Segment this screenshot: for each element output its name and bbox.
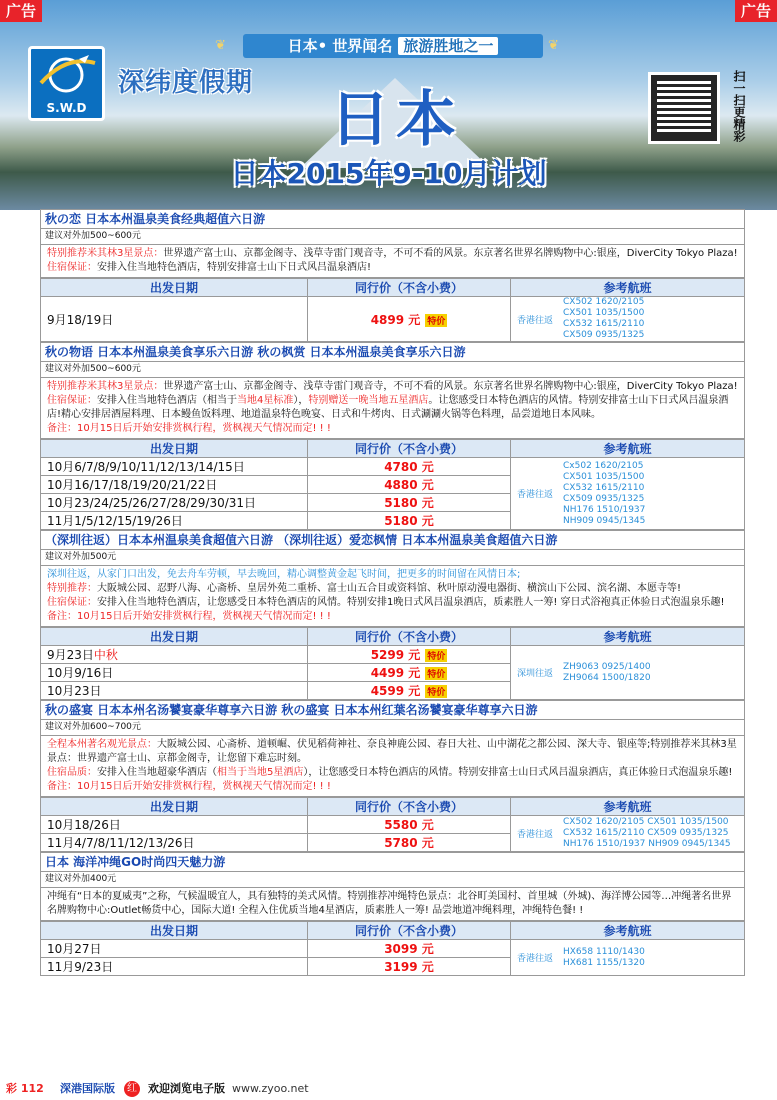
header-flight: 参考航班 <box>511 922 745 940</box>
special-price-badge: 特价 <box>425 649 447 662</box>
price-cell: 4599 元 特价 <box>308 682 511 700</box>
header-price: 同行价（不含小费） <box>308 922 511 940</box>
departure-date: 10月23日 <box>41 682 308 700</box>
section-title: 日本 海洋冲绳GO时尚四天魅力游 <box>40 852 745 872</box>
price-table <box>40 278 745 342</box>
flight-info: 香港往返HX658 1110/1430 HX681 1155/1320 <box>511 940 745 976</box>
table-row <box>41 646 745 664</box>
welcome-text: 欢迎浏览电子版 <box>148 1082 225 1095</box>
header-date: 出发日期 <box>41 922 308 940</box>
suggested-markup: 建议对外加500~600元 <box>40 362 745 378</box>
qr-label: 扫一扫更精彩 <box>732 70 746 142</box>
price-cell: 4880 元 <box>308 476 511 494</box>
suggested-markup: 建议对外加500元 <box>40 550 745 566</box>
departure-date: 10月6/7/8/9/10/11/12/13/14/15日 <box>41 458 308 476</box>
edition-label: 深港国际版 <box>60 1082 115 1095</box>
ad-label-right: 广告 <box>735 0 777 22</box>
departure-date: 10月9/16日 <box>41 664 308 682</box>
header-price: 同行价（不含小费） <box>308 440 511 458</box>
site-url[interactable]: www.zyoo.net <box>232 1082 309 1095</box>
price-cell: 4499 元 特价 <box>308 664 511 682</box>
flight-info: 深圳往返ZH9063 0925/1400 ZH9064 1500/1820 <box>511 646 745 700</box>
tour-list <box>40 209 745 976</box>
header-flight: 参考航班 <box>511 798 745 816</box>
price-cell: 4780 元 <box>308 458 511 476</box>
header-flight: 参考航班 <box>511 279 745 297</box>
table-row <box>41 297 745 342</box>
hong-badge-icon: 红 <box>124 1081 140 1097</box>
ornament-left-icon: ❦ <box>215 38 226 53</box>
flight-info: 香港往返CX502 1620/2105 CX501 1035/1500 CX532 1615/2110 CX509 0935/1325 <box>511 297 745 342</box>
price-cell: 5180 元 <box>308 512 511 530</box>
departure-date: 11月9/23日 <box>41 958 308 976</box>
ornament-right-icon: ❦ <box>548 38 559 53</box>
departure-date: 9月23日中秋 <box>41 646 308 664</box>
price-cell: 3199 元 <box>308 958 511 976</box>
special-price-badge: 特价 <box>425 314 447 327</box>
section-title: （深圳往返）日本本州温泉美食超值六日游 （深圳往返）爱恋枫情 日本本州温泉美食超值六日游 <box>40 530 745 550</box>
price-cell: 5580 元 <box>308 816 511 834</box>
suggested-markup: 建议对外加500~600元 <box>40 229 745 245</box>
header-date: 出发日期 <box>41 798 308 816</box>
price-table <box>40 921 745 976</box>
header-price: 同行价（不含小费） <box>308 628 511 646</box>
ad-label-left: 广告 <box>0 0 42 22</box>
header-date: 出发日期 <box>41 279 308 297</box>
flight-info: 香港往返CX502 1620/2105 CX501 1035/1500 CX532 1615/2110 CX509 0935/1325 NH176 1510/1937 NH909 0945/1345 <box>511 816 745 852</box>
section-description: 特别推荐米其林3星景点：世界遗产富士山、京都金阁寺、浅草寺雷门观音寺，不可不看的风景。东京著名世界名牌购物中心:银座，DiverCity Tokyo Plaza! 住宿保证：安排入住当地特色酒店，特别安排富士山下日式风吕温泉酒店! <box>40 245 745 278</box>
qr-code[interactable] <box>648 72 720 144</box>
special-price-badge: 特价 <box>425 685 447 698</box>
table-row <box>41 940 745 958</box>
price-cell: 3099 元 <box>308 940 511 958</box>
section-description: 全程本州著名观光景点：大阪城公园、心斋桥、道顿崛、伏见稻荷神社、奈良神鹿公园、春日大社、山中湖花之都公园、深大寺、银座等;特别推荐米其林3星景点：世界遗产富士山、京都金阁寺，让您留下难忘时刻。 住宿品质：安排入住当地超豪华酒店（相当于当地5星酒店），让您感受日本特色酒店的风情。特别安排富士山日式风吕温泉酒店，真正体验日式泡温泉乐趣! 备注：10月15日后开始安排赏枫行程，赏枫视天气情况而定! ! ! <box>40 736 745 797</box>
section-description: 特别推荐米其林3星景点：世界遗产富士山、京都金阁寺、浅草寺雷门观音寺，不可不看的风景。东京著名世界名牌购物中心:银座，DiverCity Tokyo Plaza! 住宿保证：安排入住当地特色酒店（相当于当地4星标准），特别赠送一晚当地五星酒店。让您感受日本特色酒店的风情。特别安排富士山下日式风吕温泉酒店!精心安排居酒屋料理、日本鳗鱼饭料理、地道温泉特色晚宴、日式和牛烤肉、日式涮涮火锅等色料理，品尝道地日本风味。 备注：10月15日后开始安排赏枫行程，赏枫视天气情况而定! ! ! <box>40 378 745 439</box>
top-ribbon: 日本• 世界闻名 旅游胜地之一 <box>243 34 543 58</box>
section-description: 深圳往返，从家门口出发，免去舟车劳顿，早去晚回，精心调整黄金起飞时间，把更多的时间留在风情日本; 特别推荐：大阪城公园、忍野八海、心斋桥、皇居外苑二重桥、富士山五合目或资料馆、秋叶原动漫电器街、横滨山下公园、滨名湖、本愿寺等! 住宿保证：安排入住当地特色酒店，让您感受日本特色酒店的风情。特别安排1晚日式风吕温泉酒店，质素胜人一筹! 穿日式浴袍真正体验日式泡温泉乐趣! 备注：10月15日后开始安排赏枫行程，赏枫视天气情况而定! ! ! <box>40 566 745 627</box>
hero-banner <box>0 0 777 210</box>
price-cell: 4899 元 特价 <box>308 297 511 342</box>
price-cell: 5299 元 特价 <box>308 646 511 664</box>
header-date: 出发日期 <box>41 628 308 646</box>
suggested-markup: 建议对外加400元 <box>40 872 745 888</box>
section-description: 冲绳有“日本的夏威夷”之称，气候温暖宜人，具有独特的美式风情。特别推荐冲绳特色景点：北谷町美国村、首里城（外城)、海洋博公园等…冲绳著名世界名牌购物中心:Outlet畅货中心，国际大道! 全程入住优质当地4星酒店，质素胜人一筹! 品尝地道冲绳料理，冲绳特色餐! ! <box>40 888 745 921</box>
departure-date: 11月4/7/8/11/12/13/26日 <box>41 834 308 852</box>
price-table <box>40 797 745 852</box>
price-table <box>40 627 745 700</box>
price-cell: 5780 元 <box>308 834 511 852</box>
section-title: 秋の物语 日本本州温泉美食享乐六日游 秋の枫赏 日本本州温泉美食享乐六日游 <box>40 342 745 362</box>
page-subtitle: 日本2015年9-10月计划 <box>230 157 547 190</box>
section-title: 秋の盛宴 日本本州名汤饕宴豪华尊享六日游 秋の盛宴 日本本州红葉名汤饕宴豪华尊享六日游 <box>40 700 745 720</box>
flight-info: 香港往返Cx502 1620/2105 CX501 1035/1500 CX532 1615/2110 CX509 0935/1325 NH176 1510/1937 NH909 0945/1345 <box>511 458 745 530</box>
big-title: 日本 <box>330 85 462 155</box>
suggested-markup: 建议对外加600~700元 <box>40 720 745 736</box>
departure-date: 10月18/26日 <box>41 816 308 834</box>
departure-date: 10月27日 <box>41 940 308 958</box>
departure-date: 10月16/17/18/19/20/21/22日 <box>41 476 308 494</box>
header-flight: 参考航班 <box>511 440 745 458</box>
page-footer <box>0 1077 777 1100</box>
price-cell: 5180 元 <box>308 494 511 512</box>
header-flight: 参考航班 <box>511 628 745 646</box>
header-date: 出发日期 <box>41 440 308 458</box>
section-title: 秋の恋 日本本州温泉美食经典超值六日游 <box>40 209 745 229</box>
table-row <box>41 458 745 476</box>
departure-date: 11月1/5/12/15/19/26日 <box>41 512 308 530</box>
swd-logo: S.W.D <box>28 46 105 121</box>
price-table <box>40 439 745 530</box>
special-price-badge: 特价 <box>425 667 447 680</box>
brand-name: 深纬度假期 <box>118 68 254 98</box>
page-number: 彩 112 <box>6 1082 44 1095</box>
departure-date: 10月23/24/25/26/27/28/29/30/31日 <box>41 494 308 512</box>
table-row <box>41 816 745 834</box>
header-price: 同行价（不含小费） <box>308 798 511 816</box>
departure-date: 9月18/19日 <box>41 297 308 342</box>
header-price: 同行价（不含小费） <box>308 279 511 297</box>
